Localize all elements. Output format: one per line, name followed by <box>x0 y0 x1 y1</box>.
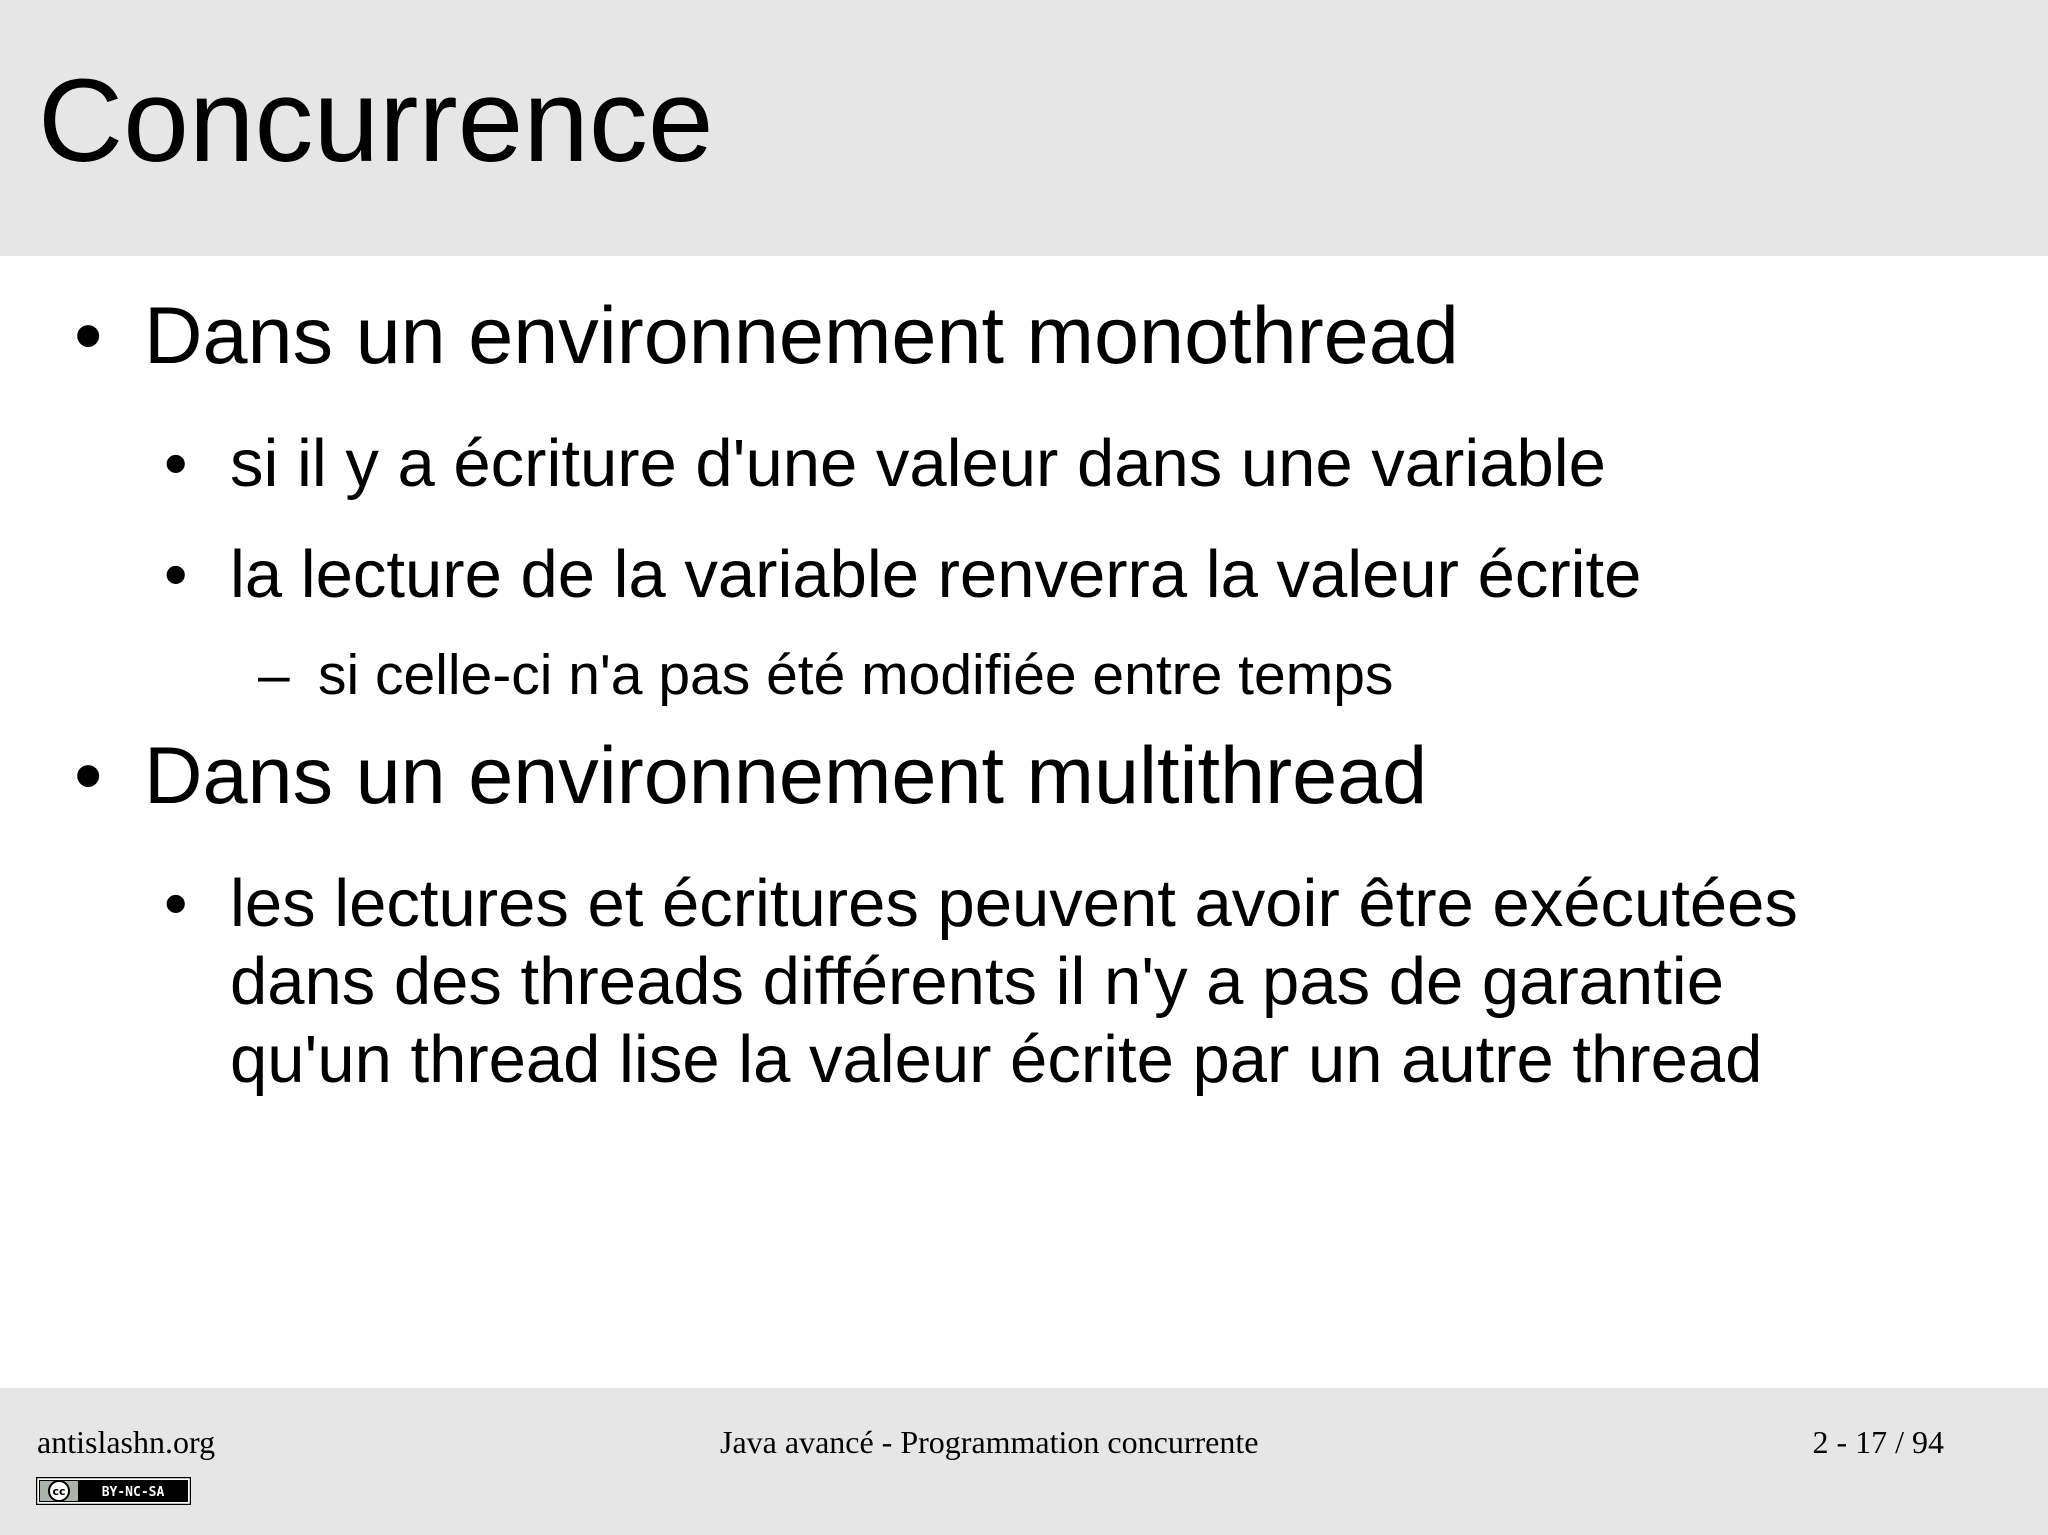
bullet-item: si celle-ci n'a pas été modifiée entre temps <box>318 643 1394 707</box>
bullet-item-continued: dans des threads différents il n'y a pas de garantie <box>230 944 1724 1019</box>
bullet-item: la lecture de la variable renverra la valeur écrite <box>230 537 1642 612</box>
license-label: BY-NC-SA <box>101 1485 165 1500</box>
bullet-icon: • <box>164 426 188 501</box>
slide-footer <box>0 1388 2048 1535</box>
bullet-icon: • <box>74 731 103 821</box>
bullet-item: si il y a écriture d'une valeur dans une variable <box>230 426 1606 501</box>
bullet-item-continued: qu'un thread lise la valeur écrite par un autre thread <box>230 1022 1763 1097</box>
bullet-icon: • <box>164 866 188 941</box>
bullet-item: Dans un environnement monothread <box>144 291 1459 381</box>
bullet-item: les lectures et écritures peuvent avoir être exécutées <box>230 866 1798 941</box>
bullet-icon: • <box>164 537 188 612</box>
cc-license-badge <box>36 1477 191 1505</box>
dash-icon: – <box>258 643 290 707</box>
slide-header <box>0 0 2048 256</box>
bullet-icon: • <box>74 291 103 381</box>
bullet-item: Dans un environnement multithread <box>144 731 1428 821</box>
footer-page-number: 2 - 17 / 94 <box>1812 1424 1944 1460</box>
cc-logo-text: cc <box>52 1485 66 1498</box>
footer-course-title: Java avancé - Programmation concurrente <box>720 1424 1259 1460</box>
slide-title: Concurrence <box>38 55 714 187</box>
footer-site: antislashn.org <box>37 1424 216 1460</box>
